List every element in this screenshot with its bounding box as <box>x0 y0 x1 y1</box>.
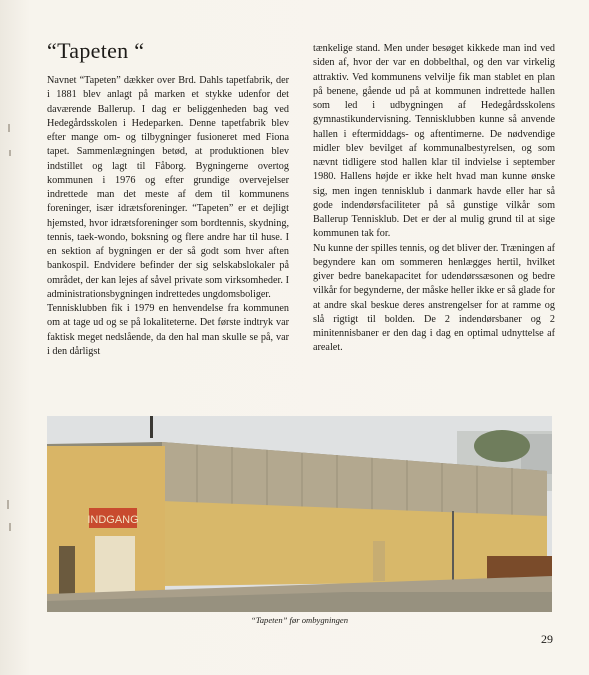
margin-mark <box>7 500 9 509</box>
tennis-hall-photo <box>47 416 552 612</box>
paragraph-3: tænkelige stand. Men under besøget kikkede man ind ved siden af, hvor der var en dobbelthal, og den var virkelig attraktiv. Ved kommunens velvilje fik man stablet en plan på benene, gående ud på at kommunen indrettede hallen som led i udbygningen af Hedegårdsskolens gymnastikundervisning. Tennisklubben kunne så anvende hallen i eftermiddags- og aftentimerne. De nødvendige midler blev bevilget af kommunalbestyrelsen, og som nævnt tidligere stod hallen klar til indvielse i september 1980. Hallens højde er ikke helt hvad man kunne ønske sig, men ingen tennisklub i danmark havde eller har så gode indendørsfaciliteter på så gunstige vilkår som Ballerup Tennisklub. Det er der al mulig grund til at sige kommunen tak for. <box>313 43 555 240</box>
article-title: “Tapeten “ <box>47 38 145 63</box>
paragraph-1: Navnet “Tapeten” dækker over Brd. Dahls tapetfabrik, der i 1881 blev anlagt på marken et stykke udenfor det daværende Ballerup. I dag er beliggenheden bag ved Hedegårdsskolen i Hedeparken. Denne tapetfabrik blev efter mange om- og tilbygninger fusioneret med Fiona tapet. Sammenlægningen betød, at produktionen blev indstillet og lagt til Fåborg. Bygningerne overtog kommunen i 1976 og efter grundige overvejelser indrettede man det meste af dem til kommunens foreninger, især idrætsforeninger. “Tapeten” er et dejligt hjemsted, hvor idrætsforeninger som bordtennis, skydning, tennis, taek-wondo, boksning og flere andre har til huse. I en sektion af bygningen er der så godt som hver aften bankospil. Endvidere befinder der sig selskabslokaler på området, der kan lejes af såvel private som virksomheder. I administrationsbygningen indrettedes ungdomsboliger. <box>47 75 289 300</box>
entrance-door <box>95 536 135 596</box>
side-door <box>373 541 385 581</box>
building-photo <box>47 416 552 612</box>
left-column <box>47 38 289 359</box>
door-left <box>59 546 75 594</box>
paragraph-4: Nu kunne der spilles tennis, og det bliver der. Træningen af begyndere kan om sommeren henlægges hertil, hvilket giver bedre banekapacitet for udendørssæsonen og bedre vilkår for begynderne, der måske heller ikke er så glade for at andre skal beskue deres anstrengelser for at ramme og slå rigtigt til bolden. De 2 indendørsbaner og 2 minitennisbaner er den dag i dag en optimal udnyttelse af arealet. <box>313 242 555 354</box>
right-column <box>313 42 555 356</box>
margin-mark <box>9 150 11 156</box>
trees <box>474 430 530 462</box>
margin-mark <box>9 523 11 531</box>
margin-mark <box>8 124 10 132</box>
page-number: 29 <box>541 632 553 646</box>
paragraph-2: Tennisklubben fik i 1979 en henvendelse fra kommunen om at tage ud og se på lokaliteterne. Det første indtryk var faktisk meget nedslående, da den hal man skulle se på, var i den dårligst <box>47 303 289 357</box>
chimney-pole <box>150 416 153 438</box>
entrance-sign-text: INDGANG <box>87 514 139 526</box>
photo-caption: “Tapeten” før ombygningen <box>250 615 349 625</box>
